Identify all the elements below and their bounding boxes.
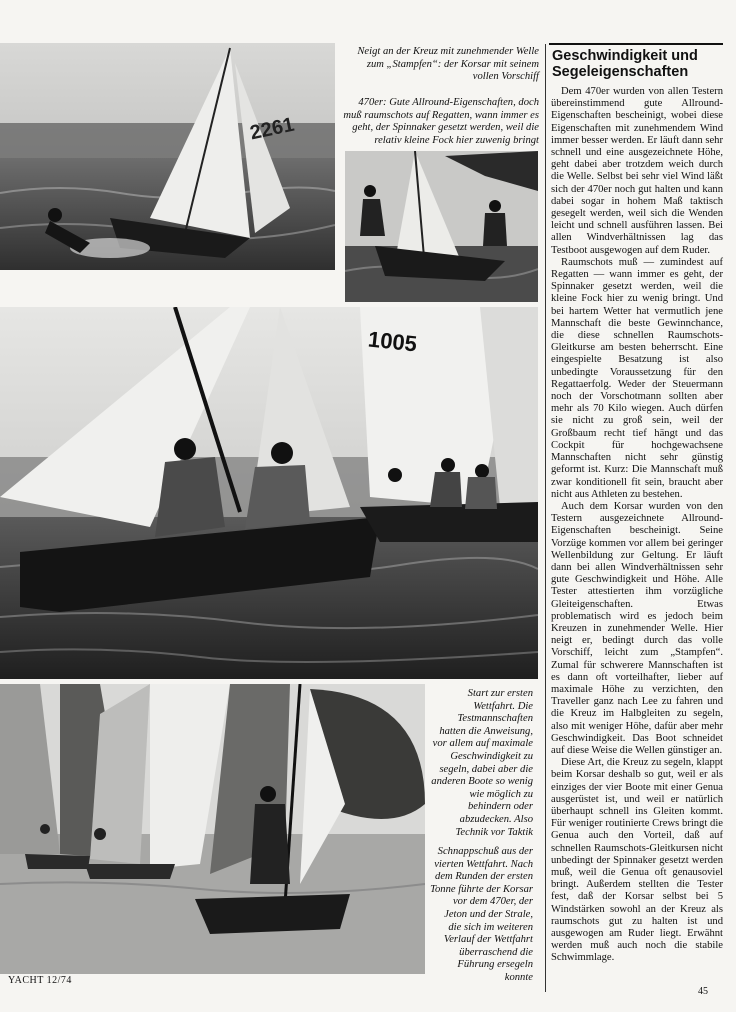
caption-start-first-race: Start zur ersten Wettfahrt. Die Testmannschaften hatten die Anweisung, vor allem auf maximale Geschwindigkeit zu segeln, dabei aber die anderen Boote so wenig wie möglich zu behindern oder abzudecken. Also Technik vor Taktik [431, 688, 533, 838]
photo-470er [345, 151, 538, 302]
page-number: 45 [698, 986, 708, 997]
caption-fourth-race-snapshot: Schnappschuß aus der vierten Wettfahrt. Nach dem Runden der ersten Tonne führte der Korsar vor dem 470er, der Jeton und der Strale, die sich im weiteren Verlauf der Wettfahrt überraschend die Führung ersegeln konnte [430, 846, 533, 983]
sail-number: 1005 [366, 326, 419, 357]
caption-470er-allround: 470er: Gute Allround-Eigenschaften, doch muß raumschots auf Regatten, wann immer es geht, der Spinnaker gesetzt werden, weil die relativ kleine Fock hier zuwenig bringt [343, 97, 539, 146]
article-paragraph: Auch dem Korsar wurden von den Testern ausgezeichnete Allround-Eigenschaften bescheinigt. Seine Vorzüge kommen vor allem bei geringer Wellenbildung zur Geltung. Er läuft dann bei allen Windverhältnissen sehr gute Geschwindigkeit und Höhe. Alle Tester attestierten ihm vorzügliche Gleiteigenschaften. Etwas problematisch wird es jedoch beim Kreuzen in zunehmender Welle. Hier neigt er, bedingt durch das volle Vorschiff, leicht zum „Stampfen“. Zumal für schwerere Mannschaften ist es dann oft vorteilhafter, lieber auf maximale Höhe zu verzichten, den Traveller ganz nach Lee zu fahren und die Kreuz im Halbgleiten zu segeln, also mit weniger Höhe, dafür aber mehr Geschwindigkeit. Das Boot schneidet auf diese Weise die Wellen günstiger an. [551, 500, 723, 756]
sail-number: 2261 [248, 113, 297, 145]
photo-start-fleet [0, 684, 425, 974]
issue-label: YACHT 12/74 [8, 975, 72, 986]
article-header [549, 43, 723, 81]
caption-korsar-stampfen: Neigt an der Kreuz mit zunehmender Welle zum „Stampfen“: der Korsar mit seinem vollen Vorschiff [357, 46, 539, 83]
article-paragraph: Dem 470er wurden von allen Testern übereinstimmend gute Allround-Eigenschaften bescheinigt, wobei diese Eigenschaften mit zunehmendem Wind immer besser werden. Er läuft dann sehr schnell und eine ausgezeichnete Höhe, geht dabei aber trotzdem weich durch die Welle. Selbst bei sehr viel Wind läßt sich der 470er noch gut halten und kann dabei sogar in hohem Maß taktisch gesegelt werden, weil sich die Wenden leicht und schnell ausführen lassen. Bei allen Windverhältnissen lag das Testboot ausgewogen auf dem Ruder. [551, 86, 723, 256]
article-paragraph: Diese Art, die Kreuz zu segeln, klappt beim Korsar deshalb so gut, weil er als einziges der vier Boote mit einer Genua ausgerüstet ist, und weil er natürlich überhaupt schnell ins Gleiten kommt. Für weniger routinierte Crews bringt die Genua auch den Vorteil, daß auf schnellen Raumschots-Gleitkursen nicht unbedingt der Spinnaker gesetzt werden muß, weil die Genua oft genausoviel bringt. Außerdem stellten die Tester fest, daß der Korsar selbst bei 5 Windstärken sowohl an der Kreuz als raumschots gut zu halten ist und ausgewogen am Ruder liegt. Erwähnt werden muß auch noch die stabile Schwimmlage. [551, 757, 723, 964]
photo-sailing-crews [0, 307, 538, 679]
column-rule [545, 44, 546, 992]
article-title: Geschwindigkeit und Segeleigenschaften [552, 48, 698, 80]
article-paragraph: Raumschots muß — zumindest auf Regatten — wann immer es geht, der Spinnaker gesetzt werden, weil die kleine Fock hier zu wenig bringt. Und bei hartem Wetter hat vermutlich jene Mannschaft die beste Gewinnchance, die diese schnellen Raumschots-Gleitkurse am besten beherrscht. Eine eingespielte Besatzung ist also unbedingte Voraussetzung für den Regattaerfolg. Weder der Steuermann noch der Vorschotmann sollten aber mehr als 70 Kilo wiegen. Auch dürfen sie nicht zu groß sein, weil der Großbaum recht tief hängt und das Cockpit für hochgewachsene Mannschaften nicht sehr günstig geformt ist. Kurz: Die Mannschaft muß zwar konditionell fit sein, braucht aber nicht aus Athleten zu bestehen. [551, 256, 723, 500]
photo-korsar-heeling [0, 43, 335, 270]
article-body [551, 86, 723, 992]
